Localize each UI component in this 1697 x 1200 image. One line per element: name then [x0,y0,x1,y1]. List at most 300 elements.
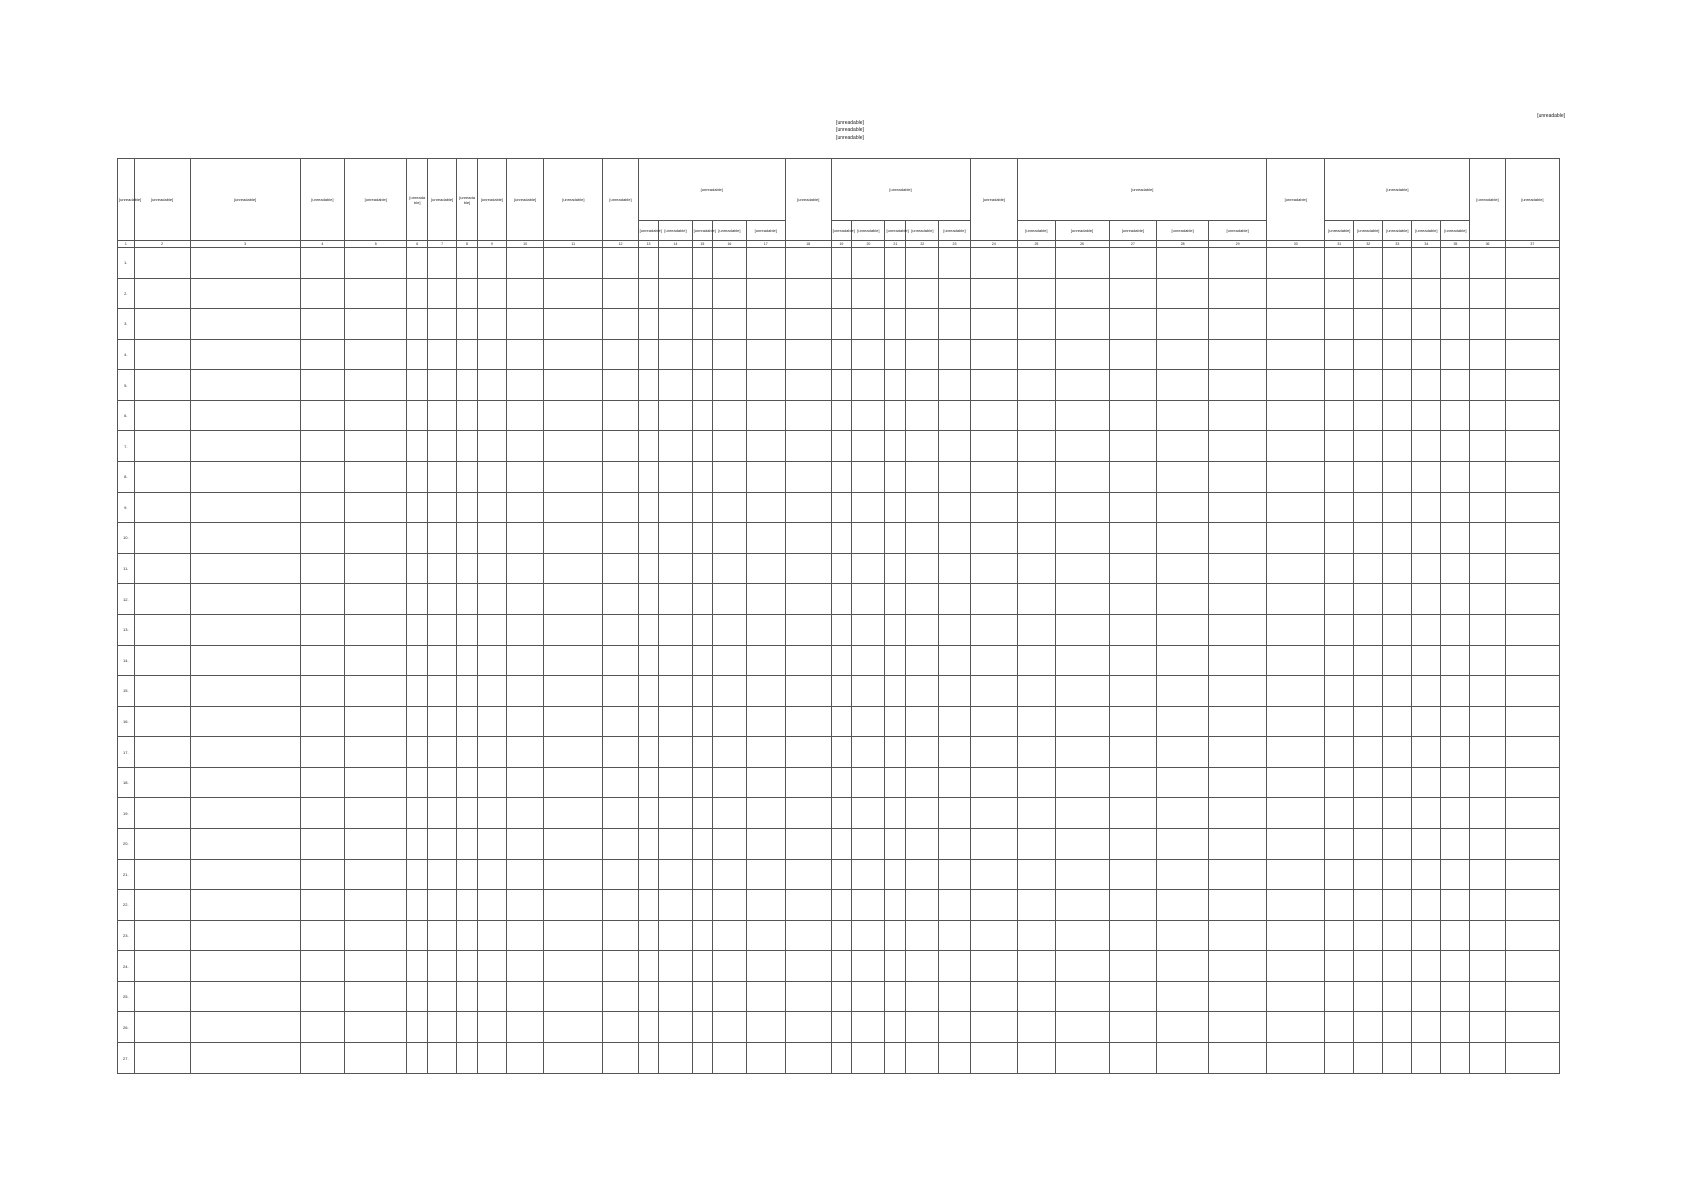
table-cell [190,798,300,829]
table-cell [692,339,713,370]
table-cell [831,523,852,554]
table-cell [345,798,407,829]
table-cell [746,737,785,768]
table-cell [603,339,638,370]
table-cell [1055,370,1109,401]
table-cell [407,676,428,707]
header-remaining-funds: [unreadable] [1267,159,1325,241]
table-cell [1505,523,1559,554]
table-cell [300,920,345,951]
table-cell [603,309,638,340]
table-cell [544,492,603,523]
table-cell [1470,278,1505,309]
table-cell [300,767,345,798]
header-note: [unreadable] [1505,159,1559,241]
table-cell [659,614,692,645]
table-cell [1325,706,1354,737]
table-cell [1505,614,1559,645]
table-cell [1209,981,1267,1012]
table-cell [300,431,345,462]
table-cell [852,859,885,890]
table-cell [190,278,300,309]
table-cell [1018,339,1055,370]
table-cell [970,523,1018,554]
table-cell [1157,737,1209,768]
table-cell [659,523,692,554]
table-cell [506,767,543,798]
table-cell [300,523,345,554]
table-cell [1383,767,1412,798]
table-cell [1209,828,1267,859]
table-cell [659,828,692,859]
table-cell [852,370,885,401]
table-cell [1383,492,1412,523]
table-cell [190,1012,300,1043]
table-cell [831,981,852,1012]
table-cell [1267,645,1325,676]
table-cell [1055,400,1109,431]
table-cell [713,462,746,493]
table-cell [477,706,506,737]
table-cell [1383,981,1412,1012]
table-cell [659,737,692,768]
table-cell [939,981,970,1012]
table-cell [407,981,428,1012]
table-cell [345,1012,407,1043]
table-cell [692,553,713,584]
table-cell [603,859,638,890]
table-cell [603,798,638,829]
table-cell [345,706,407,737]
row-number-cell: 5. [118,370,135,401]
table-cell [1109,737,1157,768]
table-cell [1209,737,1267,768]
table-cell [407,737,428,768]
table-cell [134,431,190,462]
table-cell [746,676,785,707]
table-cell [852,339,885,370]
table-cell [1470,981,1505,1012]
table-cell [939,645,970,676]
table-cell [1157,523,1209,554]
table-cell [906,309,939,340]
table-cell [906,706,939,737]
table-cell [1055,584,1109,615]
table-row [118,492,1560,523]
table-cell [692,737,713,768]
table-cell [659,676,692,707]
table-cell [1354,645,1383,676]
table-cell [1109,828,1157,859]
table-cell [134,859,190,890]
table-cell [638,614,659,645]
table-cell [345,737,407,768]
table-cell [1109,1012,1157,1043]
table-cell [785,767,831,798]
table-cell [457,309,478,340]
table-cell [852,553,885,584]
table-cell [1441,798,1470,829]
header-procedure: [unreadable] [544,159,603,241]
table-cell [939,431,970,462]
table-cell [906,462,939,493]
table-cell [746,614,785,645]
table-cell [1267,859,1325,890]
column-number-cell: 14 [659,241,692,248]
table-cell [345,859,407,890]
header-address: [unreadable] [300,159,345,241]
table-cell [1383,614,1412,645]
table-cell [1267,278,1325,309]
table-cell [603,920,638,951]
table-cell [1055,309,1109,340]
column-number-cell: 13 [638,241,659,248]
table-cell [477,828,506,859]
header-year: [unreadable] [1412,221,1441,241]
table-cell [1209,584,1267,615]
table-row [118,339,1560,370]
table-cell [407,920,428,951]
table-cell [407,370,428,401]
table-cell [300,981,345,1012]
table-cell [831,370,852,401]
table-cell [939,278,970,309]
table-cell [939,767,970,798]
table-cell [134,767,190,798]
table-cell [345,370,407,401]
table-cell [506,1012,543,1043]
table-cell [1109,645,1157,676]
table-cell [1018,1043,1055,1074]
table-cell [603,400,638,431]
table-cell [1505,645,1559,676]
table-cell [885,309,906,340]
row-number-cell: 7. [118,431,135,462]
row-number-cell: 26. [118,1012,135,1043]
table-cell [638,248,659,279]
column-number-cell: 27 [1109,241,1157,248]
table-cell [477,737,506,768]
table-cell [1505,400,1559,431]
row-number-cell: 16. [118,706,135,737]
table-cell [885,676,906,707]
table-cell [477,492,506,523]
table-cell [1109,370,1157,401]
table-cell [1354,278,1383,309]
table-cell [885,828,906,859]
table-cell [1505,278,1559,309]
table-cell [692,431,713,462]
table-cell [1441,492,1470,523]
table-cell [1055,431,1109,462]
table-cell [852,400,885,431]
table-cell [428,614,457,645]
table-cell [1109,981,1157,1012]
table-cell [885,706,906,737]
table-cell [638,523,659,554]
table-cell [603,767,638,798]
table-cell [885,278,906,309]
table-cell [885,584,906,615]
table-cell [885,248,906,279]
table-cell [190,492,300,523]
row-number-cell: 27. [118,1043,135,1074]
table-cell [939,1012,970,1043]
header-group-federal-budget: [unreadable] [831,159,970,221]
table-cell [746,248,785,279]
table-cell [457,614,478,645]
table-cell [713,645,746,676]
table-cell [831,951,852,982]
table-cell [1441,706,1470,737]
table-cell [1325,370,1354,401]
table-cell [638,981,659,1012]
table-cell [1055,339,1109,370]
table-cell [939,859,970,890]
table-cell [1354,462,1383,493]
table-cell [300,248,345,279]
row-number-cell: 10. [118,523,135,554]
table-cell [1055,981,1109,1012]
table-cell [713,278,746,309]
table-cell [939,798,970,829]
table-cell [1209,339,1267,370]
table-cell [407,431,428,462]
table-cell [1018,492,1055,523]
table-cell [970,767,1018,798]
column-number-cell: 22 [906,241,939,248]
table-cell [1209,1043,1267,1074]
table-cell [906,614,939,645]
table-cell [407,523,428,554]
table-cell [970,890,1018,921]
table-cell [1383,584,1412,615]
table-cell [1055,767,1109,798]
table-cell [1412,553,1441,584]
table-cell [1109,278,1157,309]
table-cell [1470,706,1505,737]
table-cell [713,431,746,462]
table-cell [1018,859,1055,890]
column-number-cell: 12 [603,241,638,248]
table-cell [1267,706,1325,737]
table-cell [428,339,457,370]
table-cell [477,1043,506,1074]
table-cell [746,584,785,615]
table-cell [300,737,345,768]
table-cell [407,767,428,798]
header-regional-total: [unreadable] [785,159,831,241]
table-cell [1383,920,1412,951]
table-cell [407,951,428,982]
table-cell [1157,981,1209,1012]
table-cell [1325,981,1354,1012]
header-year: [unreadable] [885,221,906,241]
table-cell [906,523,939,554]
table-cell [134,553,190,584]
table-cell [457,706,478,737]
table-cell [746,767,785,798]
table-cell [1505,676,1559,707]
table-cell [1505,309,1559,340]
table-cell [831,767,852,798]
table-cell [603,431,638,462]
table-cell [785,798,831,829]
table-row [118,706,1560,737]
table-cell [603,737,638,768]
table-cell [506,981,543,1012]
table-cell [457,553,478,584]
table-cell [134,614,190,645]
table-cell [1441,951,1470,982]
table-cell [345,676,407,707]
table-cell [885,431,906,462]
table-cell [1505,248,1559,279]
table-cell [1055,828,1109,859]
table-cell [1441,309,1470,340]
table-cell [970,309,1018,340]
table-cell [659,1012,692,1043]
table-row [118,614,1560,645]
table-cell [506,278,543,309]
table-cell [300,553,345,584]
table-cell [1505,370,1559,401]
table-cell [713,614,746,645]
header-group-additional: [unreadable] [1325,159,1470,221]
table-cell [1018,248,1055,279]
table-cell [970,431,1018,462]
header-year: [unreadable] [1109,221,1157,241]
table-cell [428,676,457,707]
table-cell [746,492,785,523]
table-cell [939,737,970,768]
table-cell [477,614,506,645]
table-cell [1109,676,1157,707]
table-cell [852,828,885,859]
table-cell [713,584,746,615]
table-cell [1354,1012,1383,1043]
table-cell [1209,278,1267,309]
table-cell [1157,951,1209,982]
table-cell [831,890,852,921]
table-cell [1505,737,1559,768]
table-cell [885,859,906,890]
table-cell [345,339,407,370]
table-cell [1055,492,1109,523]
column-number-cell: 6 [407,241,428,248]
table-cell [638,1043,659,1074]
table-cell [1209,1012,1267,1043]
table-cell [603,1043,638,1074]
table-cell [831,1012,852,1043]
table-cell [885,645,906,676]
table-cell [746,1043,785,1074]
row-number-cell: 4. [118,339,135,370]
header-unit: [unreadable] [457,159,478,241]
table-cell [134,492,190,523]
table-cell [1018,400,1055,431]
table-cell [852,309,885,340]
table-cell [659,278,692,309]
row-number-cell: 12. [118,584,135,615]
table-cell [906,920,939,951]
table-cell [1354,431,1383,462]
table-cell [1470,248,1505,279]
table-cell [713,890,746,921]
table-cell [477,462,506,493]
table-cell [1325,248,1354,279]
table-cell [1470,584,1505,615]
table-cell [1109,431,1157,462]
table-cell [659,370,692,401]
table-cell [1018,1012,1055,1043]
table-cell [906,767,939,798]
row-number-cell: 19. [118,798,135,829]
table-cell [939,400,970,431]
table-cell [1157,248,1209,279]
table-cell [1325,492,1354,523]
table-cell [785,706,831,737]
table-cell [1505,767,1559,798]
table-cell [1441,1012,1470,1043]
table-cell [692,859,713,890]
table-cell [457,645,478,676]
table-cell [603,614,638,645]
table-cell [506,584,543,615]
table-cell [1267,828,1325,859]
table-cell [1505,462,1559,493]
row-number-cell: 18. [118,767,135,798]
table-body [118,248,1560,1074]
header-year: [unreadable] [906,221,939,241]
table-cell [1209,492,1267,523]
table-cell [939,309,970,340]
table-cell [1325,859,1354,890]
table-cell [713,553,746,584]
table-cell [1157,492,1209,523]
table-cell [659,1043,692,1074]
table-cell [1267,462,1325,493]
table-cell [457,1043,478,1074]
table-cell [939,370,970,401]
table-cell [1441,676,1470,707]
table-cell [831,614,852,645]
table-cell [692,462,713,493]
table-cell [1354,676,1383,707]
table-cell [1267,737,1325,768]
table-cell [785,1043,831,1074]
table-cell [831,828,852,859]
table-cell [831,1043,852,1074]
table-cell [190,400,300,431]
table-cell [190,614,300,645]
column-number-cell: 17 [746,241,785,248]
row-number-cell: 23. [118,920,135,951]
table-cell [831,706,852,737]
table-cell [1157,584,1209,615]
table-cell [1505,584,1559,615]
table-cell [190,859,300,890]
table-cell [1157,1043,1209,1074]
table-cell [300,492,345,523]
row-number-cell: 21. [118,859,135,890]
table-cell [1018,890,1055,921]
table-cell [134,645,190,676]
table-cell [831,278,852,309]
table-cell [1441,981,1470,1012]
table-cell [1109,553,1157,584]
table-cell [852,614,885,645]
